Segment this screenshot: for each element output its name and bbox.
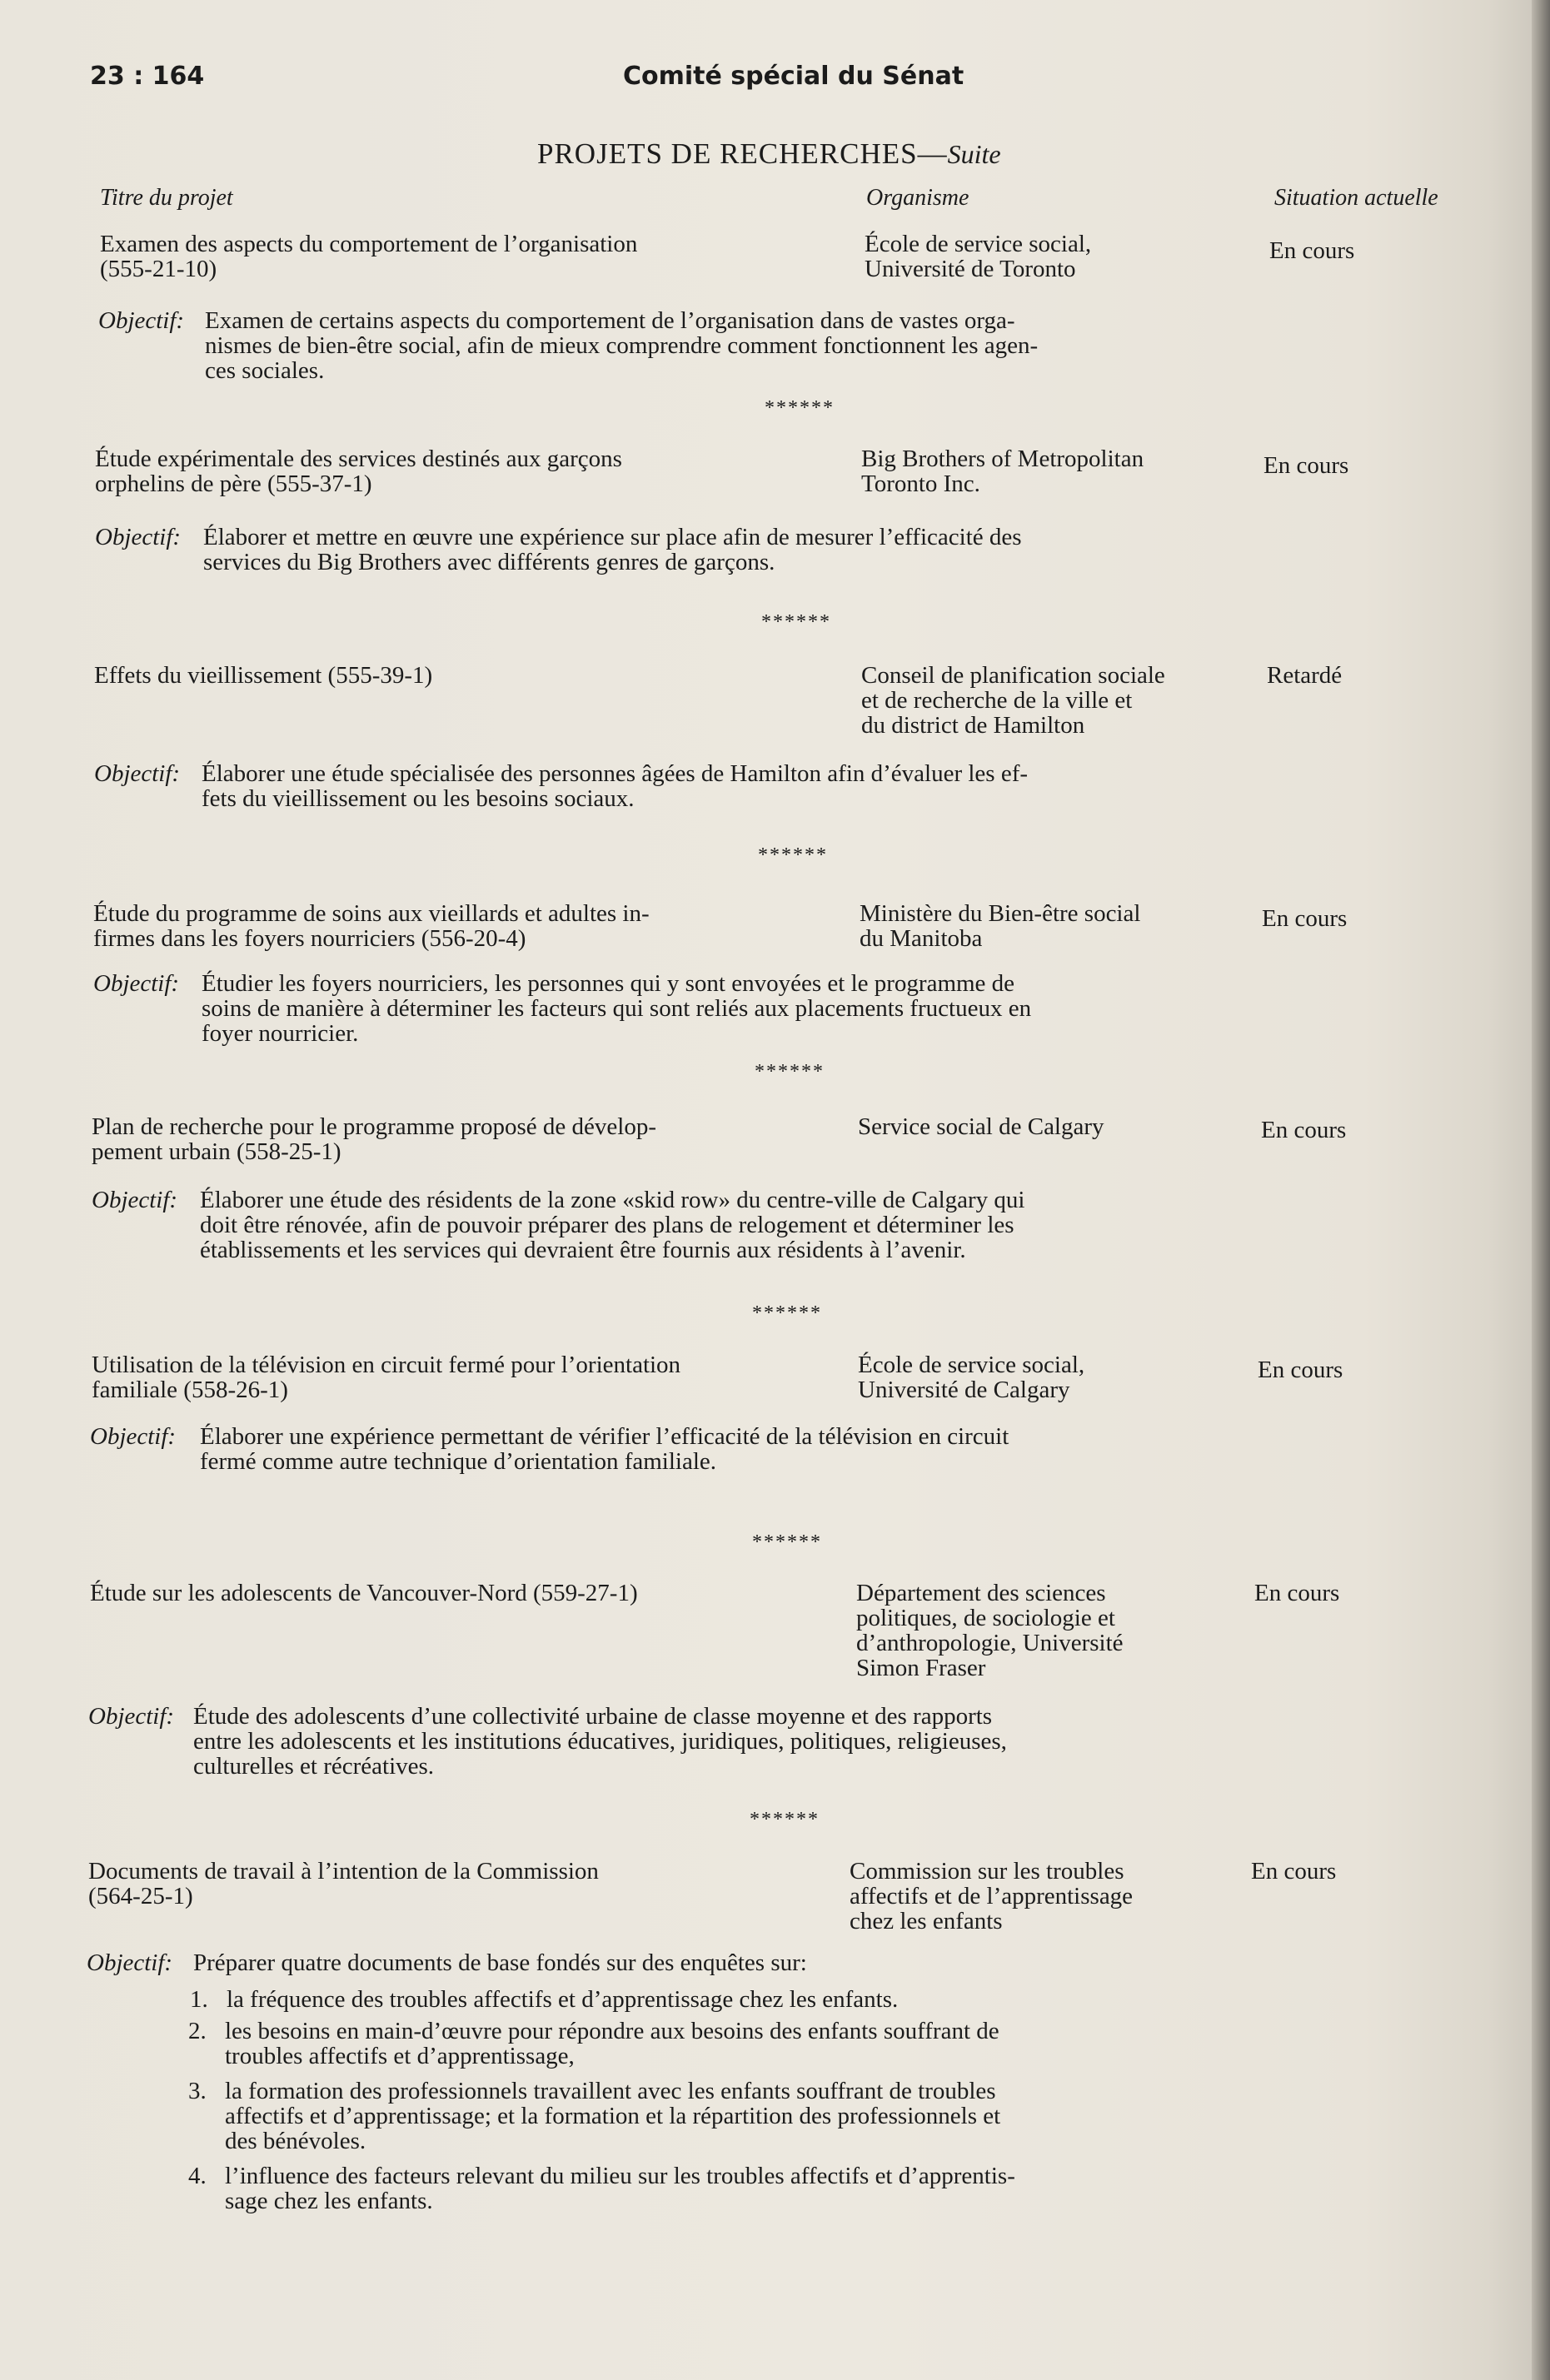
project-title: Étude sur les adolescents de Vancouver-Nord (559-27-1) — [90, 1580, 638, 1606]
separator: ****** — [761, 611, 831, 633]
project-objective: Élaborer une expérience permettant de vérifier l’efficacité de la télévision en circuit fermé comme autre technique d’orientation familiale. — [200, 1423, 1009, 1475]
project-organization: Service social de Calgary — [858, 1113, 1104, 1140]
project-objective: Examen de certains aspects du comportement de l’organisation dans de vastes orga- nismes de bien-être social, afin de mieux comprendre comment fonctionnent les agen- ces sociales. — [205, 307, 1039, 384]
project-status: Retardé — [1267, 662, 1343, 689]
project-title: Documents de travail à l’intention de la Commission (564-25-1) — [88, 1858, 599, 1909]
list-item-text: la fréquence des troubles affectifs et d’apprentissage chez les enfants. — [227, 1986, 899, 2013]
project-status: En cours — [1263, 452, 1349, 479]
page-edge-shadow — [1532, 0, 1550, 2380]
project-organization: Big Brothers of Metropolitan Toronto Inc. — [861, 446, 1144, 497]
project-organization: École de service social, Université de Calgary — [858, 1352, 1085, 1403]
project-title: Étude expérimentale des services destinés aux garçons orphelins de père (555-37-1) — [95, 446, 622, 497]
project-objective: Élaborer une étude des résidents de la zone «skid row» du centre-ville de Calgary qui doit être rénovée, afin de pouvoir préparer des plans de relogement et déterminer les établissements et les services qui devraient être fournis aux résidents à l’avenir. — [200, 1187, 1025, 1263]
project-organization: Ministère du Bien-être social du Manitoba — [860, 900, 1141, 952]
project-objective: Élaborer et mettre en œuvre une expérience sur place afin de mesurer l’efficacité des services du Big Brothers avec différents genres de garçons. — [203, 524, 1022, 575]
section-title — [537, 137, 1001, 171]
separator: ****** — [752, 1531, 822, 1553]
project-status: En cours — [1261, 1117, 1347, 1143]
list-item-text: les besoins en main-d’œuvre pour répondre aux besoins des enfants souffrant de troubles affectifs et d’apprentissage, — [225, 2018, 999, 2069]
separator: ****** — [755, 1061, 825, 1083]
project-status: En cours — [1269, 237, 1355, 264]
objective-label: Objectif: — [92, 1187, 178, 1213]
objective-label: Objectif: — [90, 1423, 177, 1450]
project-title: Examen des aspects du comportement de l’organisation (555-21-10) — [100, 231, 638, 282]
objective-label: Objectif: — [88, 1703, 175, 1730]
project-objective: Étude des adolescents d’une collectivité urbaine de classe moyenne et des rapports entre les adolescents et les institutions éducatives, juridiques, politiques, religieuses, culturelles et récréatives. — [193, 1703, 1007, 1780]
objective-label: Objectif: — [98, 307, 185, 334]
column-header-project: Titre du projet — [100, 185, 233, 211]
list-item-text: la formation des professionnels travaillent avec les enfants souffrant de troubles affectifs et d’apprentissage; et la formation et la répartition des professionnels et des bénévoles. — [225, 2078, 1001, 2154]
project-organization: Commission sur les troubles affectifs et de l’apprentissage chez les enfants — [850, 1858, 1134, 1934]
project-organization: École de service social, Université de Toronto — [865, 231, 1092, 282]
list-item-number: 1. — [190, 1986, 208, 2013]
project-objective: Élaborer une étude spécialisée des personnes âgées de Hamilton afin d’évaluer les ef- fets du vieillissement ou les besoins sociaux. — [202, 760, 1029, 812]
project-title: Étude du programme de soins aux vieillards et adultes in- firmes dans les foyers nourriciers (556-20-4) — [93, 900, 650, 952]
list-item-text: l’influence des facteurs relevant du milieu sur les troubles affectifs et d’apprentis- sage chez les enfants. — [225, 2163, 1015, 2214]
project-status: En cours — [1258, 1357, 1343, 1383]
objective-label: Objectif: — [87, 1949, 173, 1976]
project-status: En cours — [1254, 1580, 1340, 1606]
column-header-organization: Organisme — [866, 185, 969, 211]
objective-label: Objectif: — [95, 524, 182, 550]
separator: ****** — [750, 1809, 820, 1830]
separator: ****** — [758, 844, 828, 866]
running-header: Comité spécial du Sénat — [623, 62, 964, 91]
objective-label: Objectif: — [93, 970, 180, 997]
project-title: Utilisation de la télévision en circuit fermé pour l’orientation familiale (558-26-1) — [92, 1352, 681, 1403]
project-title: Effets du vieillissement (555-39-1) — [94, 662, 433, 689]
project-organization: Conseil de planification sociale et de recherche de la ville et du district de Hamilton — [861, 662, 1165, 739]
separator: ****** — [765, 397, 835, 419]
project-status: En cours — [1262, 905, 1348, 932]
list-item-number: 3. — [188, 2078, 207, 2104]
list-item-number: 4. — [188, 2163, 207, 2189]
project-objective: Préparer quatre documents de base fondés sur des enquêtes sur: — [193, 1949, 807, 1976]
section-title-text: PROJETS DE RECHERCHES— — [537, 137, 948, 170]
project-title: Plan de recherche pour le programme proposé de dévelop- pement urbain (558-25-1) — [92, 1113, 657, 1165]
project-status: En cours — [1251, 1858, 1337, 1885]
project-objective: Étudier les foyers nourriciers, les personnes qui y sont envoyées et le programme de soins de manière à déterminer les facteurs qui sont reliés aux placements fructueux en foyer nourricier. — [202, 970, 1032, 1047]
project-organization: Département des sciences politiques, de sociologie et d’anthropologie, Université Simon Fraser — [856, 1580, 1124, 1681]
section-title-suffix: Suite — [947, 139, 1001, 169]
list-item-number: 2. — [188, 2018, 207, 2044]
separator: ****** — [752, 1302, 822, 1324]
column-header-status: Situation actuelle — [1274, 185, 1438, 211]
page-number: 23 : 164 — [90, 62, 205, 91]
objective-label: Objectif: — [94, 760, 181, 787]
